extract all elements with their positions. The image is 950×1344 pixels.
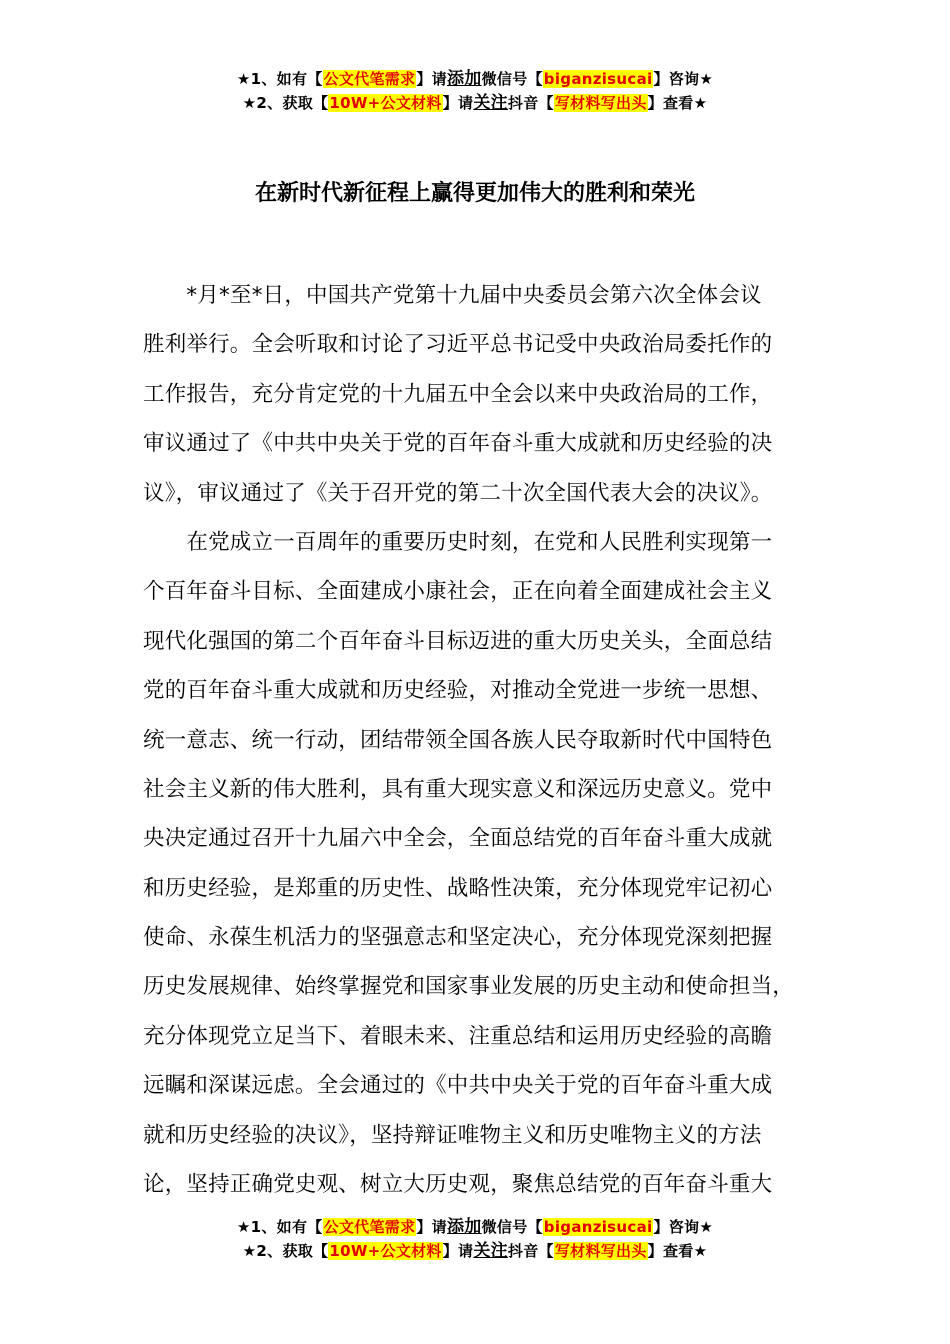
body-line: 使命、永葆生机活力的坚强意志和坚定决心，充分体现党深刻把握: [143, 925, 773, 951]
banner-text: 】查看★: [647, 1242, 708, 1260]
banner-emphasis: 关注: [473, 1241, 508, 1261]
body-line: 工作报告，充分肯定党的十九届五中全会以来中央政治局的工作，: [143, 381, 773, 407]
banner-highlight: 写材料写出头: [554, 94, 647, 112]
banner-line-1: [0, 67, 950, 91]
body-line: 个百年奋斗目标、全面建成小康社会，正在向着全面建成社会主义: [143, 579, 773, 605]
banner-highlight: biganzisucai: [543, 1218, 653, 1236]
banner-highlight: 公文代笔需求: [323, 70, 416, 88]
banner-text: 】咨询★: [653, 1218, 714, 1236]
document-body: [143, 271, 833, 1209]
banner-text: 抖音【: [507, 94, 554, 112]
body-line: 议》，审议通过了《关于召开党的第二十次全国代表大会的决议》。: [143, 480, 773, 506]
body-line: *月*至*日，中国共产党第十九届中央委员会第六次全体会议: [143, 283, 762, 308]
banner-text: 】请: [442, 1242, 474, 1260]
banner-text: 微信号【: [481, 1218, 543, 1236]
banner-text: 微信号【: [481, 70, 543, 88]
banner-text: 】查看★: [647, 94, 708, 112]
body-line: 在党成立一百周年的重要历史时刻，在党和人民胜利实现第一: [143, 529, 773, 555]
banner-highlight: 10W+公文材料: [329, 1242, 442, 1260]
banner-text: 】咨询★: [653, 70, 714, 88]
banner-text: 】请: [416, 1218, 447, 1236]
banner-text: 】请: [416, 70, 447, 88]
banner-emphasis: 添加: [446, 69, 482, 89]
banner-text: ★1、如有【: [236, 1218, 323, 1236]
body-line: 统一意志、统一行动，团结带领全国各族人民夺取新时代中国特色: [143, 727, 773, 753]
body-line: 党的百年奋斗重大成就和历史经验，对推动全党进一步统一思想、: [143, 678, 773, 704]
body-line: 现代化强国的第二个百年奋斗目标迈进的重大历史关头，全面总结: [143, 628, 773, 654]
banner-text: 抖音【: [507, 1242, 554, 1260]
body-line: 央决定通过召开十九届六中全会，全面总结党的百年奋斗重大成就: [143, 826, 773, 852]
document-title: 在新时代新征程上赢得更加伟大的胜利和荣光: [254, 181, 695, 206]
banner-text: ★2、获取【: [242, 94, 329, 112]
top-banner: [0, 67, 950, 115]
body-line: 历史发展规律、始终掌握党和国家事业发展的历史主动和使命担当，: [143, 974, 795, 1000]
body-line: 社会主义新的伟大胜利，具有重大现实意义和深远历史意义。党中: [143, 776, 773, 802]
banner-line-2: [0, 1239, 950, 1263]
banner-emphasis: 关注: [473, 93, 508, 113]
banner-text: ★1、如有【: [236, 70, 323, 88]
body-line: 远瞩和深谋远虑。全会通过的《中共中央关于党的百年奋斗重大成: [143, 1073, 773, 1099]
banner-line-2: [0, 91, 950, 115]
body-line: 胜利举行。全会听取和讨论了习近平总书记受中央政治局委托作的: [143, 332, 773, 358]
banner-text: ★2、获取【: [242, 1242, 329, 1260]
banner-highlight: 写材料写出头: [554, 1242, 647, 1260]
body-line: 论，坚持正确党史观、树立大历史观，聚焦总结党的百年奋斗重大: [143, 1172, 773, 1198]
banner-text: 】请: [442, 94, 474, 112]
bottom-banner: [0, 1215, 950, 1263]
body-line: 和历史经验，是郑重的历史性、战略性决策，充分体现党牢记初心: [143, 875, 773, 901]
banner-emphasis: 添加: [446, 1217, 482, 1237]
body-line: 就和历史经验的决议》，坚持辩证唯物主义和历史唯物主义的方法: [143, 1122, 762, 1148]
banner-highlight: 公文代笔需求: [323, 1218, 416, 1236]
banner-highlight: biganzisucai: [543, 70, 653, 88]
body-line: 审议通过了《中共中央关于党的百年奋斗重大成就和历史经验的决: [143, 431, 773, 457]
banner-line-1: [0, 1215, 950, 1239]
body-line: 充分体现党立足当下、着眼未来、注重总结和运用历史经验的高瞻: [143, 1023, 773, 1049]
banner-highlight: 10W+公文材料: [329, 94, 442, 112]
